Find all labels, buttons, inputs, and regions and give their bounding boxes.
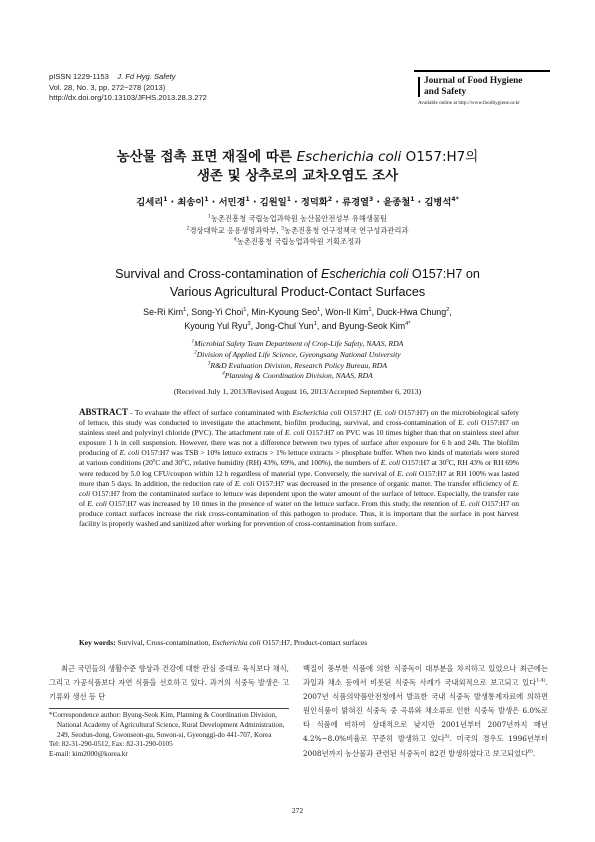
english-title-post: O157:H7 on [408,267,480,281]
aff-text: 농촌진흥청 국립농업과학원 기획조정과 [236,237,362,246]
abstract-text: C, relative humidity (RH) 43%, 69%, and 100%), the numbers of [184,458,381,468]
author-sup: 1 [286,195,291,203]
footnote-phone: Tel: 82-31-290-0512, Fax: 82-31-290-0105 [49,740,173,749]
author-name: 최송이 [177,197,205,208]
body-text: . [532,748,536,758]
author-separator: · [208,197,219,208]
author-separator: · [332,197,343,208]
aff-sup: 3 [207,361,211,367]
author-sup: 4* [405,321,411,328]
author-name: 김병석 [424,197,452,208]
keywords [79,638,519,647]
species-name: E. coli [376,408,397,417]
korean-title-line1 [0,148,595,167]
abstract-text: C, RH 43% or RH 69% were reduced by 5.0 log CFU/coupon within 12 h regardless of material type. Conversely, the survival of [79,458,519,478]
author-sup: 1 [368,307,372,314]
author-name: 정덕화 [300,197,328,208]
species-name: Escherichia coli [292,408,342,417]
author-separator: , [371,307,377,317]
author-sup: 1 [183,307,187,314]
issn: pISSN 1229-1153 [49,72,109,81]
journal-logo-bar [418,77,420,97]
body-column-left [49,662,289,704]
journal-logo-box [414,70,550,108]
footnote-address: *Correspondence author: Byung-Seok Kim, Planning & Coordination Division, National Academy of Agricultural Science, Rural Development Administration, 249, Seodun-dong, Gwonseon-gu, Suwon-si, Gyeonggi-do 441-707, Korea [49,711,285,739]
journal-name-line1: Journal of Food Hygiene [424,76,523,86]
species-name: E. coli [380,458,401,468]
received-dates: (Received July 1, 2013/Revised August 16, 2013/Accepted September 6, 2013) [173,387,422,396]
citation: 5) [444,735,450,741]
aff-sup: 4 [233,237,237,243]
abstract-dash: - [128,408,135,417]
abstract-text: o [446,458,449,464]
abstract-text: O157:H7 at RH 100% was lasted more than 5 days. In addition, the reduction rate of [79,468,520,488]
journal-name-line2: and Safety [424,87,467,97]
journal-header-info [49,72,207,104]
author-sup: 2 [327,195,333,203]
species-name: E. coli [119,448,140,458]
author-name: 윤종철 [383,197,411,208]
korean-authors [0,194,595,208]
author-sup: 1 [313,321,317,328]
aff-sup: 3 [281,226,285,232]
english-affiliations [0,339,595,382]
abstract-text: o [152,458,156,464]
keywords-species: Escherichia coli [212,638,261,647]
author-separator: · [414,197,425,208]
volume-line: Vol. 28, No. 3, pp. 272~278 (2013) [49,82,166,92]
author-name: 서민경 [218,197,246,208]
journal-url[interactable]: Available online at http://www.foodhygiene.or.kr [418,100,520,106]
aff-text: R&D Evaluation Division, Research Policy Bureau, RDA [210,360,388,370]
author-sup: 2 [446,307,450,314]
korean-affiliation-4 [0,236,595,248]
author-name: Won-Il Kim [325,307,369,317]
english-title-pre: Survival and Cross-contamination of [115,267,321,281]
abstract-text: O157:H7 ( [341,408,377,417]
author-name: Se-Ri Kim [143,307,184,317]
abstract-text: O157:H7 from the contaminated surface to lettuce was dependent upon the water amount of the surface of lettuce. Especially, the transfer rate of [79,488,519,508]
abstract-text: O157:H7) on the microbiological safety of lettuce, this study was conducted to investigate the attachment, biofilm producing, survival, and cross-contamination of [79,408,519,428]
abstract-label: ABSTRACT [79,407,129,417]
species-name: E. coli [87,498,107,508]
aff-text: 농촌진흥청 연구정책국 연구성과관리과 [284,225,409,235]
author-name: Kyoung Yul Ryu [184,321,248,331]
korean-affiliation-1 [0,213,595,225]
korean-title [0,148,595,186]
keywords-label: Key words: [79,638,116,647]
english-authors-line1 [0,305,595,319]
species-name: E. coli [79,478,519,498]
abstract-text: To evaluate the effect of surface contaminated with [134,408,293,417]
author-sup: 1 [317,307,321,314]
author-separator: , and [316,321,340,331]
aff-sup: 2 [194,350,197,356]
body-text: 백질이 풍부한 식품에 의한 식중독이 대부분을 차지하고 있었으나 최근에는 과일과 채소 등에서 비롯된 식중독 사례가 국내외적으로 보고되고 있다 [303,664,548,688]
english-affiliation [0,350,595,361]
korean-title-species: Escherichia coli [296,149,402,165]
korean-affiliations [0,213,595,248]
english-authors-line2 [0,319,595,333]
abstract-text: O157:H7 on stainless steel and polyvinyl chloride (PVC). The attachment rate of [79,418,519,438]
species-name: E. coli [284,428,305,438]
english-title-line1 [0,265,595,283]
keywords-post: O157:H7, Product-contact surfaces [260,638,368,647]
correspondence-footnote [49,711,289,760]
abstract-text: O157:H7 was TSB > 10% lettuce extracts > 1% lettuce extracts > phosphate buffer. When two kinds of materials were stored at various conditions (20 [79,448,519,468]
author-name: Jong-Chul Yun [255,321,314,331]
author-name: Song-Yi Choi [191,307,244,317]
author-separator: · [167,197,178,208]
korean-title-pre: 농산물 접촉 표면 재질에 따른 [116,149,297,165]
author-name: Duck-Hwa Chung [376,307,447,317]
author-separator: , [250,321,256,331]
aff-text: 경상대학교 응용생명과학부, [189,225,282,235]
author-separator: · [249,197,260,208]
abstract-text: O157:H7 at 30 [400,458,447,468]
abstract-text: O157:H7 was decreased in the presence of organic matter. The transfer efficiency of [254,478,513,488]
aff-sup: 1 [207,214,211,220]
aff-text: 농촌진흥청 국립농업과학원 농산물안전성부 유해생물팀 [210,214,388,223]
author-sup: 4* [451,195,459,203]
aff-text: Microbial Safety Team Department of Crop-Life Safety, NAAS, RDA [194,339,404,348]
author-sup: 3 [247,321,251,328]
author-separator: , [186,307,192,317]
abstract-text: o [182,458,185,464]
abstract-text: C and 30 [155,458,183,468]
author-separator: , [449,307,452,317]
author-sup: 1 [410,195,415,203]
author-sup: 1 [163,195,168,203]
species-name: E. coli [458,418,479,428]
journal-abbreviation: J. Fd Hyg. Safety [117,72,176,81]
citation: 6) [528,749,533,755]
doi-link[interactable]: http://dx.doi.org/10.13103/JFHS.2013.28.3.272 [49,93,207,102]
author-separator: · [290,197,301,208]
author-sup: 1 [243,307,247,314]
author-separator: , [246,307,252,317]
english-title-species: Escherichia coli [320,267,409,281]
aff-text: Planning & Coordination Division, NAAS, RDA [224,371,373,381]
korean-title-post: O157:H7의 [401,149,479,165]
species-name: E. coli [460,498,480,508]
page-number: 272 [291,806,304,815]
author-name: Min-Kyoung Seo [251,307,318,317]
aff-sup: 2 [186,226,190,232]
english-affiliation [0,371,595,382]
body-text: . 미국의 경우도 1996년부터 2008년까지 농산물과 관련된 식중독이 82건 발생하였다고 보고되었다 [303,734,548,758]
english-title-line2: Various Agricultural Product-Contact Surfaces [169,285,426,299]
species-name: E. coli [234,478,255,488]
korean-title-line2: 생존 및 상추로의 교차오염도 조사 [196,168,399,184]
author-sup: 1 [204,195,209,203]
korean-affiliation-2-3 [0,225,595,237]
citation: 1-4) [536,678,546,684]
author-separator: · [373,197,384,208]
abstract-text: O157:H7 on PVC was 10 times higher than that on stainless steel after exposure 1 h in cell suspension. However, there was not a difference between two types of surface after exposure for 6 h and 24h. The biofilm producing of [79,428,519,458]
issn-line [49,72,207,83]
species-name: E. coli [397,468,417,478]
footnote-divider [49,708,289,709]
abstract [79,407,519,529]
abstract-text: O157:H7 was increased by 10 times in the presence of water on the lettuce surface. From this study, the retention of [106,498,461,508]
english-authors [0,305,595,333]
footnote-email[interactable]: E-mail: kim2000@korea.kr [49,750,128,759]
body-paragraph: 최근 국민들의 생활수준 향상과 건강에 대한 관심 증대로 육식보다 채식, 그리고 가공식품보다 자연 식품을 선호하고 있다. 과거의 식중독 발생은 고기류와 생선 등 단 [49,664,289,702]
abstract-body [79,408,519,528]
aff-sup: 1 [191,339,195,345]
author-name: Byung-Seok Kim [339,321,406,331]
author-name: 김원일 [259,197,287,208]
body-text: . 2007년 식품의약품안전청에서 발표한 국내 식중독 발생통계자료에 의하면 원인식품이 밝혀진 식중독 중 곡류와 채소류로 인한 식중독 발생은 6.0%로 타 식품에 비하여 상대적으로 낮지만 2001년부터 2007년까지 매년 4.2%~8.0%비율로 꾸준히 발생하고 있다 [303,678,548,744]
body-column-right [303,662,548,761]
author-sup: 3 [369,195,374,203]
abstract-text: O157:H7 on produce contact surfaces increase the risk cross-contamination of this pathogen to produce. Thus, it is important that the surface in post harvest facility is properly washed and sanitized after working for prevention of cross-contamination from surface. [79,498,519,529]
author-sup: 1 [245,195,250,203]
english-affiliation [0,361,595,372]
author-name: 김세리 [136,197,164,208]
author-name: 류경열 [342,197,370,208]
aff-sup: 4 [222,371,225,377]
english-affiliation [0,339,595,350]
author-separator: , [320,307,326,317]
aff-text: Division of Applied Life Science, Gyeongsang National University [196,349,401,359]
keywords-pre: Survival, Cross-contamination, [115,638,213,647]
english-title [0,265,595,301]
journal-name [424,76,522,98]
